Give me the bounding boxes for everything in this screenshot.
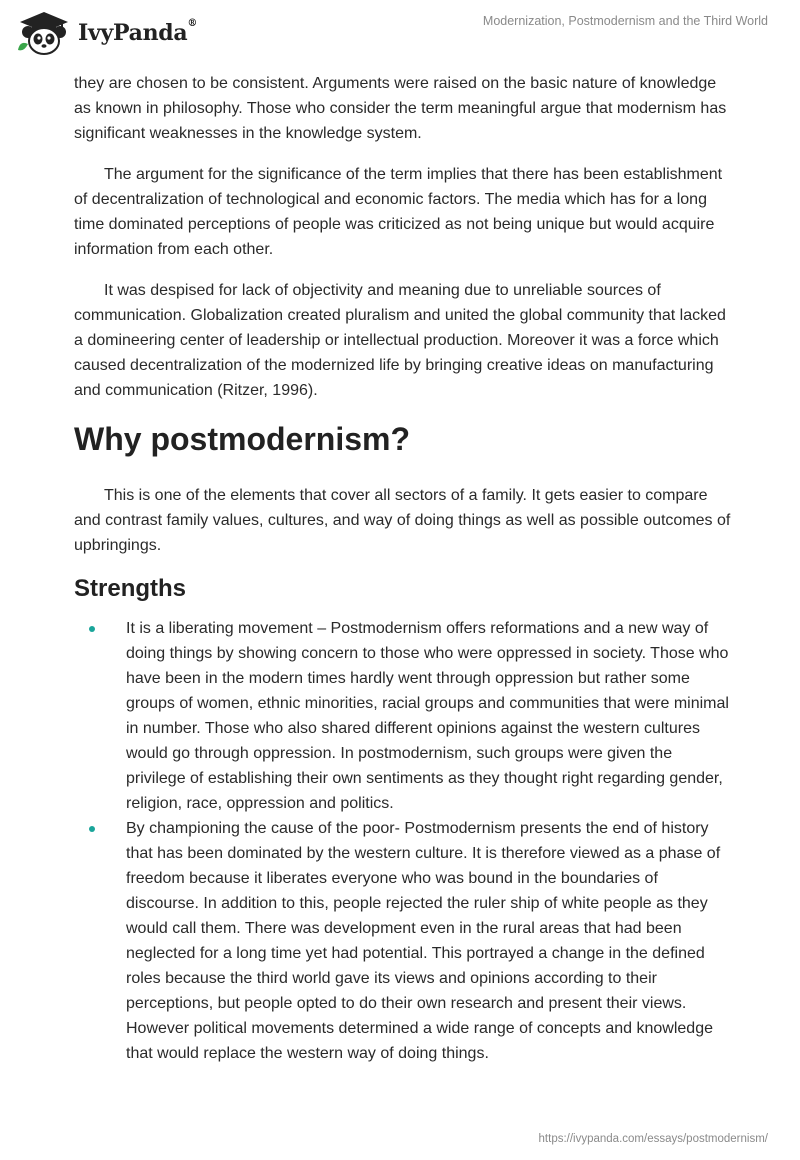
bullet-icon (89, 626, 95, 632)
list-item (74, 816, 734, 1066)
paragraph-why: This is one of the elements that cover all sectors of a family. It gets easier to compare and contrast family values, cultures, and way of doing things as well as possible outcomes of upbringings. (74, 487, 731, 554)
bullet-icon (89, 826, 95, 832)
ivypanda-logo[interactable] (16, 10, 197, 56)
registered-mark: ® (187, 18, 198, 29)
strengths-list (74, 616, 734, 1066)
paragraph-continuation: they are chosen to be consistent. Arguments were raised on the basic nature of knowledge as known in philosophy. Those who consider the term meaningful argue that modernism has significant weaknesses in the knowledge system. (74, 75, 727, 142)
list-item-text: It is a liberating movement – Postmodernism offers reformations and a new way of doing things by showing concern to those who were oppressed in society. Those who have been in the modern times hardly went through oppression but rather some groups of women, ethnic minorities, racial groups and communities that were minimal in number. Those who also shared different opinions against the western cultures would go through oppression. In postmodernism, such groups were given the privilege of establishing their own sentiments as they thought right regarding gender, religion, race, oppression and politics. (126, 620, 729, 812)
list-item (74, 616, 734, 816)
list-item-text: By championing the cause of the poor- Postmodernism presents the end of history that has been dominated by the western culture. It is therefore viewed as a phase of freedom because it liberates everyone who was bound in the boundaries of discourse. In addition to this, people rejected the ruler ship of white people as they would call them. There was development even in the rural areas that had been neglected for a long time yet had potential. This portrayed a change in the defined roles because the third world gave its views and opinions according to their perceptions, but people opted to do their own research and present their views. However political movements determined a wide range of concepts and knowledge that would replace the western way of doing things. (126, 820, 721, 1062)
essay-content (74, 71, 734, 1066)
heading-why-postmodernism: Why postmodernism? (74, 421, 411, 457)
paragraph-significance: The argument for the significance of the term implies that there has been establishment of decentralization of technological and economic factors. The media which has for a long time dominated perceptions of people was criticized as not being unique but would acquire information from each other. (74, 166, 723, 258)
page-header (0, 0, 800, 70)
paragraph-globalization: It was despised for lack of objectivity and meaning due to unreliable sources of communication. Globalization created pluralism and united the global community that lacked a domineering center of leadership or intellectual production. Moreover it was a force which caused decentralization of the modernized life by bringing creative ideas on manufacturing and communication (Ritzer, 1996). (74, 282, 726, 399)
source-url[interactable]: https://ivypanda.com/essays/postmodernism/ (538, 1133, 768, 1145)
document-title: Modernization, Postmodernism and the Third World (482, 14, 768, 28)
panda-graduate-icon (16, 10, 72, 56)
heading-strengths: Strengths (74, 575, 187, 602)
logo-text: IvyPanda® (78, 18, 198, 46)
